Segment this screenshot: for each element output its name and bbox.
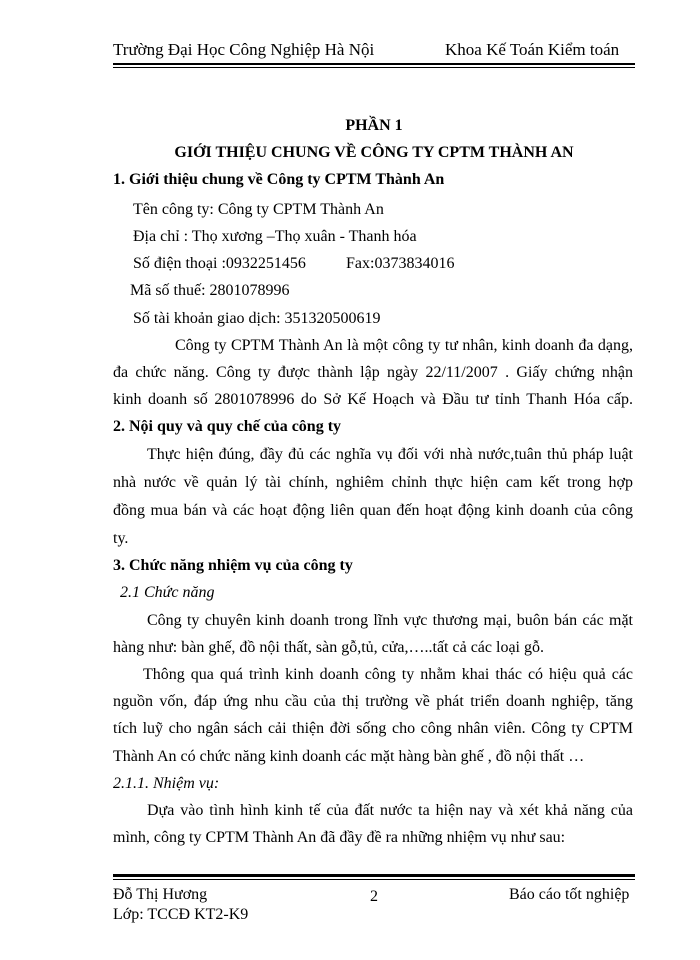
paragraph-line: Dựa vào tình hình kinh tế của đất nước ta hiện nay và xét khả năng của — [147, 802, 633, 819]
footer-class: Lớp: TCCĐ KT2-K9 — [113, 906, 249, 923]
footer-rule-thin — [113, 879, 635, 880]
subsection-2-1-1: 2.1.1. Nhiệm vụ: — [113, 775, 220, 792]
header-school: Trường Đại Học Công Nghiệp Hà Nội — [113, 40, 375, 59]
section-1-heading: 1. Giới thiệu chung về Công ty CPTM Thành An — [113, 171, 445, 188]
paragraph-line: ty. — [113, 530, 129, 547]
paragraph-line: đồng mua bán và các hoạt động liên quan đến hoạt động kinh doanh của công — [113, 502, 633, 519]
paragraph-line: Thực hiện đúng, đầy đủ các nghĩa vụ đối với nhà nước,tuân thủ pháp luật — [147, 446, 633, 463]
paragraph-line: Thành An có chức năng kinh doanh các mặt hàng bàn ghế , đồ nội thất … — [113, 748, 585, 765]
footer-author: Đỗ Thị Hương — [113, 886, 208, 903]
paragraph-line: kinh doanh số 2801078996 do Sở Kế Hoạch và Đầu tư tỉnh Thanh Hóa cấp. — [113, 391, 633, 408]
company-tax-code: Mã số thuế: 2801078996 — [130, 282, 290, 299]
company-address: Địa chỉ : Thọ xương –Thọ xuân - Thanh hóa — [133, 228, 417, 245]
main-title: GIỚI THIỆU CHUNG VỀ CÔNG TY CPTM THÀNH AN — [174, 144, 574, 161]
paragraph-line: Công ty chuyên kinh doanh trong lĩnh vực thương mại, buôn bán các mặt — [147, 612, 633, 629]
paragraph-line: nhà nước về quản lý tài chính, nghiêm chỉnh thực hiện cam kết trong hợp — [113, 474, 633, 491]
page-number: 2 — [370, 888, 378, 905]
header-rule-thin — [113, 67, 635, 68]
paragraph-line: đa chức năng. Công ty được thành lập ngày 22/11/2007 . Giấy chứng nhận — [113, 364, 633, 381]
subsection-2-1: 2.1 Chức năng — [120, 584, 215, 601]
paragraph-line: nguồn vốn, đáp ứng nhu cầu của thị trường về phát triển doanh nghiệp, tăng — [113, 693, 633, 710]
part-label: PHẦN 1 — [345, 117, 403, 134]
header-rule-thick — [113, 63, 635, 65]
company-fax: Fax:0373834016 — [346, 255, 455, 272]
paragraph-line: Thông qua quá trình kinh doanh công ty nhằm khai thác có hiệu quả các — [143, 666, 633, 683]
paragraph-line: tích luỹ cho ngân sách cải thiện đời sống cho công nhân viên. Công ty CPTM — [113, 720, 633, 737]
footer-rule-thick — [113, 874, 635, 877]
paragraph-line: hàng như: bàn ghế, đồ nội thất, sàn gỗ,tủ, cửa,…..tất cả các loại gỗ. — [113, 639, 544, 656]
section-2-heading: 2. Nội quy và quy chế của công ty — [113, 418, 342, 435]
company-name: Tên công ty: Công ty CPTM Thành An — [133, 201, 384, 218]
company-phone: Số điện thoại :0932251456 — [133, 255, 306, 272]
paragraph-line: Công ty CPTM Thành An là một công ty tư nhân, kinh doanh đa dạng, — [175, 337, 633, 354]
header-faculty: Khoa Kế Toán Kiểm toán — [445, 40, 620, 59]
paragraph-line: mình, công ty CPTM Thành An đã đầy đề ra những nhiệm vụ như sau: — [113, 829, 566, 846]
section-3-heading: 3. Chức năng nhiệm vụ của công ty — [113, 557, 353, 574]
company-account: Số tài khoản giao dịch: 351320500619 — [133, 310, 381, 327]
footer-report: Báo cáo tốt nghiệp — [509, 886, 630, 903]
